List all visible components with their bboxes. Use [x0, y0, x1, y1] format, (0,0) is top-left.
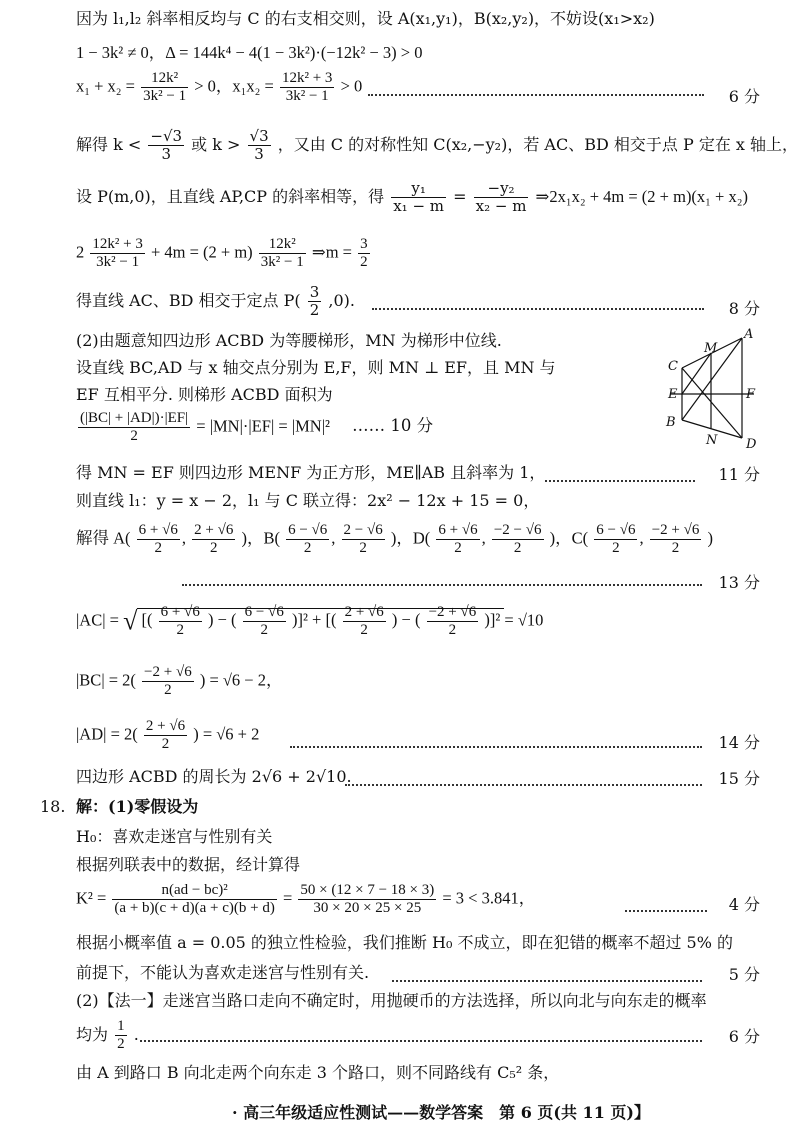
text-line: 设直线 BC,AD 与 x 轴交点分别为 E,F，则 MN ⊥ EF，且 MN 与 [76, 358, 556, 377]
text-line: 2 $\frac{\text{12k² + 3}}{\text{3k² − 1}}$ + 4m = (2 + m) $\frac{\text{12k²}}{\text{3k² − 1}}$ ⇒m = $\frac{3}{2}$ [76, 236, 368, 270]
text-line: 设 P(m,0)，且直线 AP,CP 的斜率相等，得 $\frac{\text{y₁}}{\text{x₁ − m}}$ = $\frac{\text{−y₂}}{\text{x₂ − m}}$ ⇒2x₁x₂ + 4m = (2 + m)(x₁ + x₂) [76, 179, 748, 215]
text-line: (2)由题意知四边形 ACBD 为等腰梯形，MN 为梯形中位线. [76, 331, 502, 350]
score: 14 分 [718, 733, 760, 752]
dot-leader [140, 1040, 702, 1042]
text-line: 前提下，不能认为喜欢走迷宫与性别有关. [76, 963, 370, 982]
dot-leader [290, 746, 702, 748]
dot-leader [368, 94, 704, 96]
text-line: |BC| = 2( $\frac{-2 + √6}{2}$ ) = √6 − 2， [76, 664, 283, 698]
text-line: EF 互相平分. 则梯形 ACBD 面积为 [76, 385, 333, 404]
text-line: 四边形 ACBD 的周长为 2√6 + 2√10. [76, 767, 352, 786]
text-line: x₁ + x₂ = $\frac{\text{12k²}}{\text{3k² − 1}}$ > 0，x₁x₂ = $\frac{\text{12k² + 3}}{\text{3k² − 1}}$ > 0 [76, 70, 363, 104]
figure-label-E: E [668, 387, 678, 402]
text-line: 则直线 l₁：y = x − 2，l₁ 与 C 联立得：2x² − 12x + 15 = 0， [76, 491, 540, 510]
text-line: 解得 k < $\frac{-√3}{3}$ 或 k > $\frac{√3}{3}$ ，又由 C 的对称性知 C(x₂,−y₂)，若 AC、BD 相交于点 P 定在 x 轴上， [76, 127, 799, 163]
figure-label-M: M [704, 341, 718, 356]
text-line: 解得 A( $\frac{6 + √6}{2}$ , $\frac{2 + √6}{2}$ )，B( $\frac{6 - √6}{2}$ , $\frac{2 - √6}{2}$ )，D( $\frac{6 + √6}{2}$ , $\frac{-2 - √6}{2}$ )，C( $\frac{6 - √6}{2}$ , $\frac{-2 + √6}{2}$ ) [76, 522, 713, 556]
text-line: 得直线 AC、BD 相交于定点 P( $\frac{3}{2}$ ,0). [76, 283, 355, 319]
text-line: |AC| = √ [( $\frac{6 + √6}{2}$ ) − ( $\frac{6 - √6}{2}$ )]² + [( $\frac{2 + √6}{2}$ ) − ( $\frac{-2 + √6}{2}$ )]² = √10 [76, 604, 544, 638]
question-number: 18. [40, 797, 66, 816]
text-line: 1 − 3k² ≠ 0，Δ = 144k⁴ − 4(1 − 3k²)·(−12k² − 3) > 0 [76, 43, 423, 62]
score: 15 分 [718, 769, 760, 788]
text-line: 解：(1)零假设为 [76, 797, 199, 816]
figure-label-B: B [666, 415, 676, 430]
score: 11 分 [718, 465, 760, 484]
text-line: 均为 $\frac{1}{2}$ . [76, 1018, 139, 1052]
figure-label-C: C [668, 359, 678, 374]
dot-leader [182, 584, 702, 586]
score: 4 分 [728, 895, 760, 914]
text-line: 根据小概率值 a = 0.05 的独立性检验，我们推断 H₀ 不成立，即在犯错的概率不超过 5% 的 [76, 933, 734, 952]
text-line: |AD| = 2( $\frac{2 + √6}{2}$ ) = √6 + 2 [76, 718, 260, 752]
text-line: $\frac{(|BC| + |AD|)\cdot|EF|}{2}$ = |MN|·|EF| = |MN|² …… 10 分 [80, 410, 434, 444]
score: 13 分 [718, 573, 760, 592]
text-line: (2)【法一】走迷宫当路口走向不确定时，用抛硬币的方法选择，所以向北与向东走的概率 [76, 991, 707, 1010]
score: 6 分 [728, 1027, 760, 1046]
page-footer: · 高三年级适应性测试——数学答案 第 6 页(共 11 页)】 [232, 1103, 650, 1122]
dot-leader [372, 308, 704, 310]
score: 6 分 [728, 87, 760, 106]
text-line: H₀：喜欢走迷宫与性别有关 [76, 827, 273, 846]
text-line: 得 MN = EF 则四边形 MENF 为正方形，ME∥AB 且斜率为 1， [76, 463, 546, 482]
text-line: K² = $\frac{\text{n(ad − bc)²}}{(a + b)(c + d)(a + c)(b + d)}$ = $\frac{50 \times (12 \times 7 - 18 \times 3)}{30 \times 20 \times 25 \times 25}$ = 3 < 3.841， [76, 882, 536, 916]
text-line: 由 A 到路口 B 向北走两个向东走 3 个路口，则不同路线有 C₅² 条， [76, 1063, 560, 1082]
figure-label-D: D [746, 437, 757, 452]
figure-label-N: N [706, 433, 718, 448]
trapezoid-figure [648, 326, 766, 454]
dot-leader [625, 910, 707, 912]
figure-label-F: F [746, 387, 756, 402]
score: 8 分 [728, 299, 760, 318]
text-line: 因为 l₁,l₂ 斜率相反均与 C 的右支相交则，设 A(x₁,y₁)，B(x₂,y₂)，不妨设(x₁>x₂) [76, 9, 655, 28]
dot-leader [345, 784, 702, 786]
score: 5 分 [728, 965, 760, 984]
figure-label-A: A [744, 327, 754, 342]
text-line: 根据列联表中的数据，经计算得 [76, 855, 301, 874]
dot-leader [392, 980, 702, 982]
dot-leader [545, 480, 695, 482]
